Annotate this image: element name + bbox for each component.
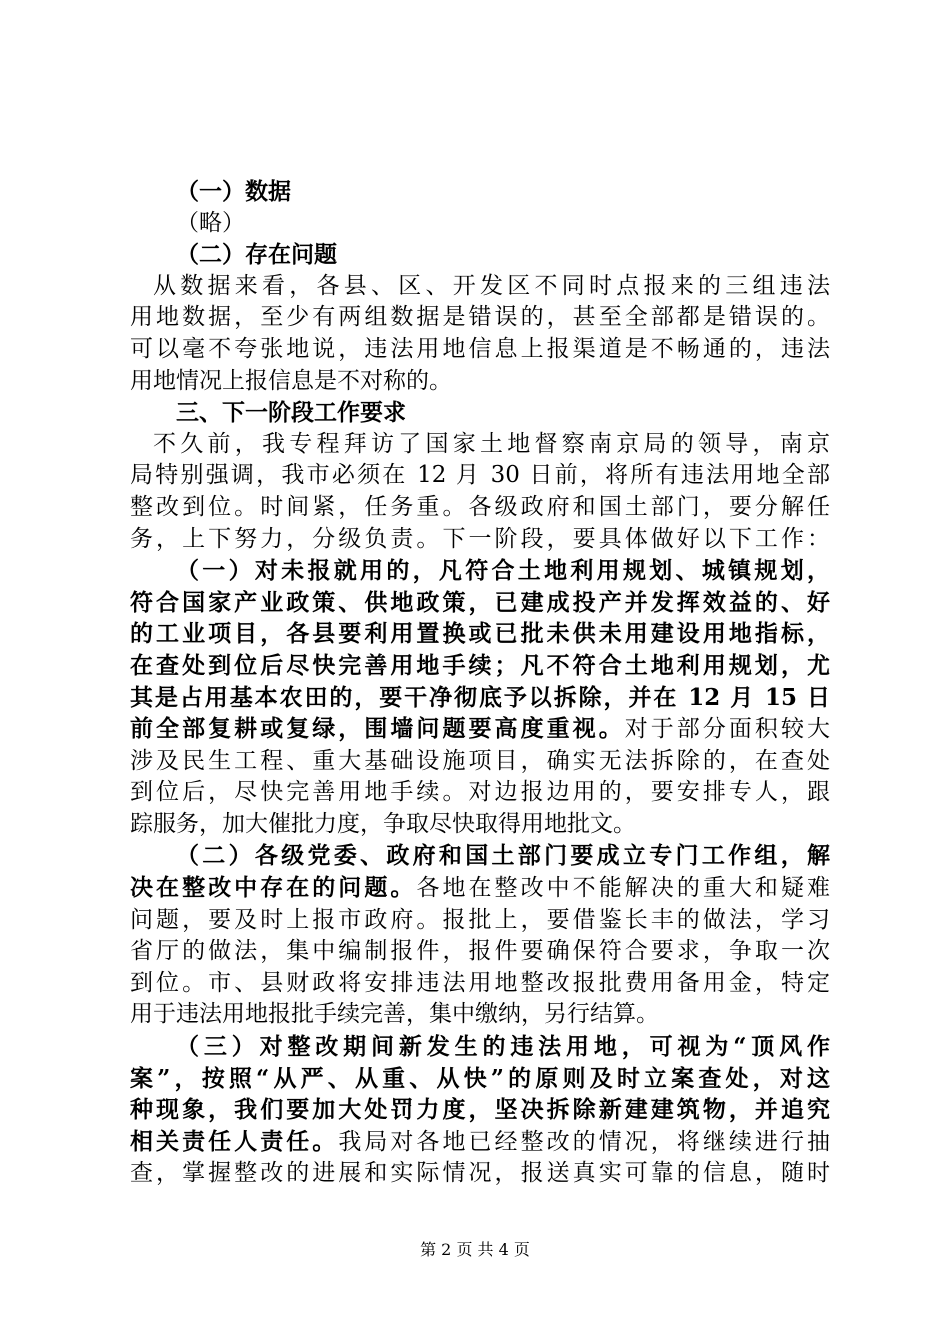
text-line: 符合国家产业政策、供地政策，已建成投产并发挥效益的、好: [130, 588, 830, 616]
text-line: 务，上下努力，分级负责。下一阶段，要具体做好以下工作：: [130, 525, 830, 552]
text-line: 的工业项目，各县要利用置换或已批未供未用建设用地指标，: [130, 620, 830, 648]
text-line: 用于违法用地报批手续完善，集中缴纳，另行结算。: [130, 1001, 659, 1028]
text-line: [130, 872, 830, 905]
text-line: 用地情况上报信息是不对称的。: [130, 367, 452, 394]
text-segment: 对于部分面积较大: [624, 716, 831, 743]
text-line: 在查处到位后尽快完善用地手续；凡不符合土地利用规划，尤: [130, 651, 830, 679]
text-line: 可以毫不夸张地说，违法用地信息上报渠道是不畅通的，违法: [130, 335, 830, 362]
body-text: [130, 176, 830, 1190]
text-line: 从数据来看，各县、区、开发区不同时点报来的三组违法: [153, 272, 830, 299]
text-segment: 决在整改中存在的问题。: [130, 874, 417, 902]
text-line: （三）对整改期间新发生的违法用地，可视为“顶风作: [176, 1033, 830, 1061]
page-footer: 第 2 页 共 4 页: [420, 1240, 530, 1259]
text-line: [130, 1126, 830, 1159]
text-line: 整改到位。时间紧，任务重。各级政府和国土部门，要分解任: [130, 493, 830, 520]
text-line: 用地数据，至少有两组数据是错误的，甚至全部都是错误的。: [130, 304, 830, 331]
text-line: 种现象，我们要加大处罚力度，坚决拆除新建建筑物，并追究: [130, 1096, 830, 1124]
text-line: 其是占用基本农田的，要干净彻底予以拆除，并在 12 月 15 日: [130, 683, 830, 711]
text-line: 省厅的做法，集中编制报件，报件要确保符合要求，争取一次: [130, 938, 830, 965]
text-segment: 我局对各地已经整改的情况，将继续进行抽: [338, 1128, 831, 1155]
text-line: （二）各级党委、政府和国土部门要成立专门工作组，解: [176, 842, 830, 870]
text-line: 到位。市、县财政将安排违法用地整改报批费用备用金，特定: [130, 969, 830, 996]
text-line: （略）: [176, 209, 245, 236]
text-line: （一）数据: [176, 178, 291, 205]
text-line: 查，掌握整改的进展和实际情况，报送真实可靠的信息，随时: [130, 1160, 830, 1187]
text-line: 涉及民生工程、重大基础设施项目，确实无法拆除的，在查处: [130, 747, 830, 774]
text-segment: 前全部复耕或复绿，围墙问题要高度重视。: [130, 715, 625, 743]
text-segment: 各地在整改中不能解决的重大和疑难: [416, 875, 831, 902]
text-line: 局特别强调，我市必须在 12 月 30 日前，将所有违法用地全部: [130, 462, 830, 489]
text-line: （一）对未报就用的，凡符合土地利用规划、城镇规划，: [176, 557, 830, 585]
text-segment: 相关责任人责任。: [130, 1127, 339, 1155]
text-line: 不久前，我专程拜访了国家土地督察南京局的领导，南京: [153, 430, 830, 457]
text-line: 踪服务，加大催批力度，争取尽快取得用地批文。: [130, 810, 636, 837]
text-line: 问题，要及时上报市政府。报批上，要借鉴长丰的做法，学习: [130, 906, 830, 933]
text-line: 到位后，尽快完善用地手续。对边报边用的，要安排专人，跟: [130, 779, 830, 806]
text-line: [130, 713, 830, 746]
text-line: 三、下一阶段工作要求: [176, 399, 406, 427]
text-line: （二）存在问题: [176, 241, 337, 269]
text-line: 案”，按照“从严、从重、从快”的原则及时立案查处，对这: [130, 1064, 830, 1092]
